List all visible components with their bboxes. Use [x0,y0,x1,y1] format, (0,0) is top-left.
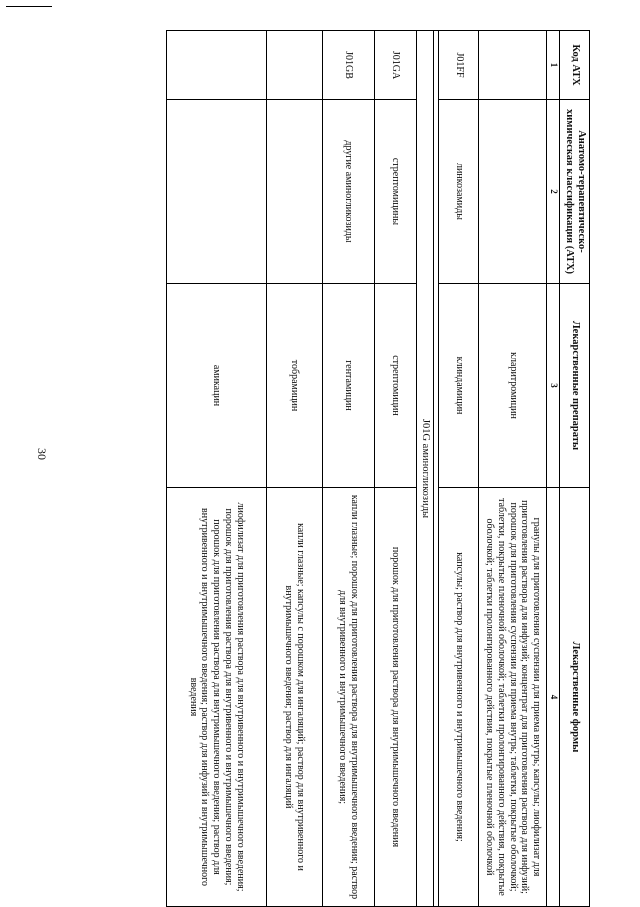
cell-classification [479,100,547,284]
cell-drug: гентамицин [322,284,374,488]
table-row [479,31,547,907]
table-row [266,31,322,907]
top-rule [6,6,52,7]
group-header: J01G аминогликозиды [416,31,433,907]
col-number-1: 1 [547,31,560,100]
cell-classification [166,100,266,284]
cell-code [266,31,322,100]
col-number-4: 4 [547,488,560,907]
cell-forms: лиофилизат для приготовления раствора для внутривенного и внутримышечного введения; порошок для приготовления раствора для внутривенного и внутримышечного введения; порошок для приготовления раствора для внутримышечного введения; раствор для внутривенного и внутримышечного введения; раствор для инфузий и внутримышечного введения [166,488,266,907]
cell-forms: порошок для приготовления раствора для внутримышечного введения [374,488,416,907]
cell-classification: другие аминогликозиды [322,100,374,284]
cell-classification: стрептомицины [374,100,416,284]
atx-table [166,30,590,907]
cell-code: J01FF [439,31,479,100]
cell-drug: кларитромицин [479,284,547,488]
table-row [439,31,479,907]
group-row [416,31,433,907]
header-classification: Анатомо-терапевтическо-химическая классификация (АТХ) [560,100,590,284]
table-row [374,31,416,907]
cell-drug: клиндамицин [439,284,479,488]
header-code: Код АТХ [560,31,590,100]
col-number-2: 2 [547,100,560,284]
table-frame [100,30,590,900]
page-number: 30 [35,448,49,460]
cell-code [166,31,266,100]
header-drug: Лекарственные препараты [560,284,590,488]
cell-code [479,31,547,100]
cell-code: J01GB [322,31,374,100]
cell-drug: амикацин [166,284,266,488]
cell-drug: тобрамицин [266,284,322,488]
gap-cell [434,31,439,907]
cell-classification [266,100,322,284]
col-number-3: 3 [547,284,560,488]
header-row [560,31,590,907]
cell-code: J01GA [374,31,416,100]
cell-forms: гранулы для приготовления суспензии для приема внутрь; капсулы; лиофилизат для приготовления раствора для инфузий; концентрат для приготовления раствора для инфузий; порошок для приготовления суспензии для приема внутрь; таблетки, покрытые оболочкой; таблетки, покрытые пленочной оболочкой; таблетки пролонгированного действия, покрытые оболочкой; таблетки пролонгированного действия, покрытые пленочной оболочкой [479,488,547,907]
header-forms: Лекарственные формы [560,488,590,907]
cell-forms: капсулы; раствор для внутривенного и внутримышечного введения; [439,488,479,907]
cell-forms: капли глазные; порошок для приготовления раствора для внутримышечного введения; раствор для внутривенного и внутримышечного введения; [322,488,374,907]
cell-forms: капли глазные; капсулы с порошком для ингаляций; раствор для внутривенного и внутримышечного введения; раствор для ингаляций [266,488,322,907]
cell-classification: линкозамиды [439,100,479,284]
table-row [322,31,374,907]
table-row [166,31,266,907]
column-number-row [547,31,560,907]
row-gap [434,31,439,907]
cell-drug: стрептомицин [374,284,416,488]
